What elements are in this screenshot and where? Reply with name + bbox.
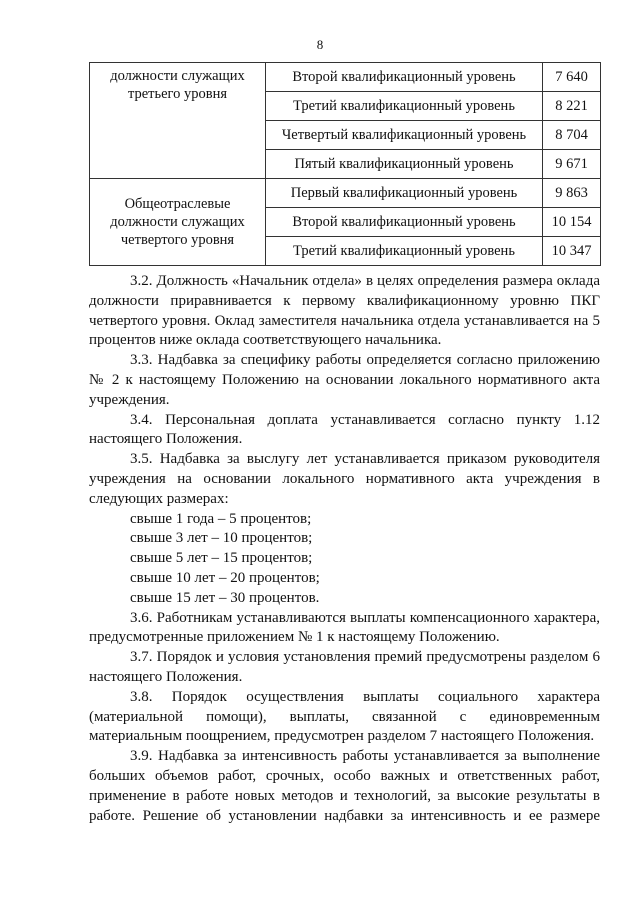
paragraph-3-6: 3.6. Работникам устанавливаются выплаты компенсационного характера, предусмотренные приложением № 1 к настоящему Положению. (89, 609, 600, 646)
value-cell: 8 704 (543, 121, 601, 150)
qualification-table (89, 62, 601, 266)
value-cell: 9 863 (543, 179, 601, 208)
list-item: свыше 10 лет – 20 процентов; (130, 569, 320, 586)
level-cell: Четвертый квалификационный уровень (266, 121, 543, 150)
paragraph-3-2: 3.2. Должность «Начальник отдела» в целях определения размера оклада должности приравнивается к первому квалификационному уровню ПКГ четвертого уровня. Оклад заместителя начальника отдела устанавливается на 5 процентов ниже оклада соответствующего начальника. (89, 273, 600, 349)
value-cell: 10 154 (543, 208, 601, 237)
level-cell: Третий квалификационный уровень (266, 237, 543, 266)
paragraph-3-3: 3.3. Надбавка за специфику работы определяется согласно приложению № 2 к настоящему Положению на основании локального нормативного акта учреждения. (89, 352, 600, 408)
paragraph-3-9: 3.9. Надбавка за интенсивность работы устанавливается за выполнение больших объемов работ, срочных, особо важных и ответственных работ, применение в работе новых методов и технологий, за высокие результаты в работе. Решение об установлении надбавки за интенсивность и ее размере (89, 748, 600, 824)
page-number: 8 (316, 37, 324, 52)
value-cell: 8 221 (543, 92, 601, 121)
paragraph-3-5: 3.5. Надбавка за выслугу лет устанавливается приказом руководителя учреждения на основании локального нормативного акта учреждения в следующих размерах: (89, 451, 600, 507)
document-body (89, 272, 600, 826)
level-cell: Первый квалификационный уровень (266, 179, 543, 208)
list-item: свыше 15 лет – 30 процентов. (130, 589, 320, 606)
table-row (90, 63, 601, 92)
level-cell: Второй квалификационный уровень (266, 63, 543, 92)
list-item: свыше 5 лет – 15 процентов; (130, 550, 313, 567)
list-item: свыше 1 года – 5 процентов; (130, 510, 312, 527)
level-cell: Второй квалификационный уровень (266, 208, 543, 237)
level-cell: Третий квалификационный уровень (266, 92, 543, 121)
paragraph-3-8: 3.8. Порядок осуществления выплаты социального характера (материальной помощи), выплаты, связанной с единовременным материальным поощрением, предусмотрен разделом 7 настоящего Положения. (89, 688, 600, 745)
table-row (90, 179, 601, 208)
level-cell: Пятый квалификационный уровень (266, 150, 543, 179)
value-cell: 9 671 (543, 150, 601, 179)
paragraph-3-7: 3.7. Порядок и условия установления премий предусмотрены разделом 6 настоящего Положения. (89, 649, 600, 685)
group-name-cell: должности служащих третьего уровня (90, 63, 266, 179)
paragraph-3-4: 3.4. Персональная доплата устанавливается согласно пункту 1.12 настоящего Положения. (89, 411, 600, 448)
value-cell: 10 347 (543, 237, 601, 266)
value-cell: 7 640 (543, 63, 601, 92)
list-item: свыше 3 лет – 10 процентов; (130, 530, 313, 547)
group-name-cell: Общеотраслевые должности служащих четвертого уровня (90, 179, 266, 266)
